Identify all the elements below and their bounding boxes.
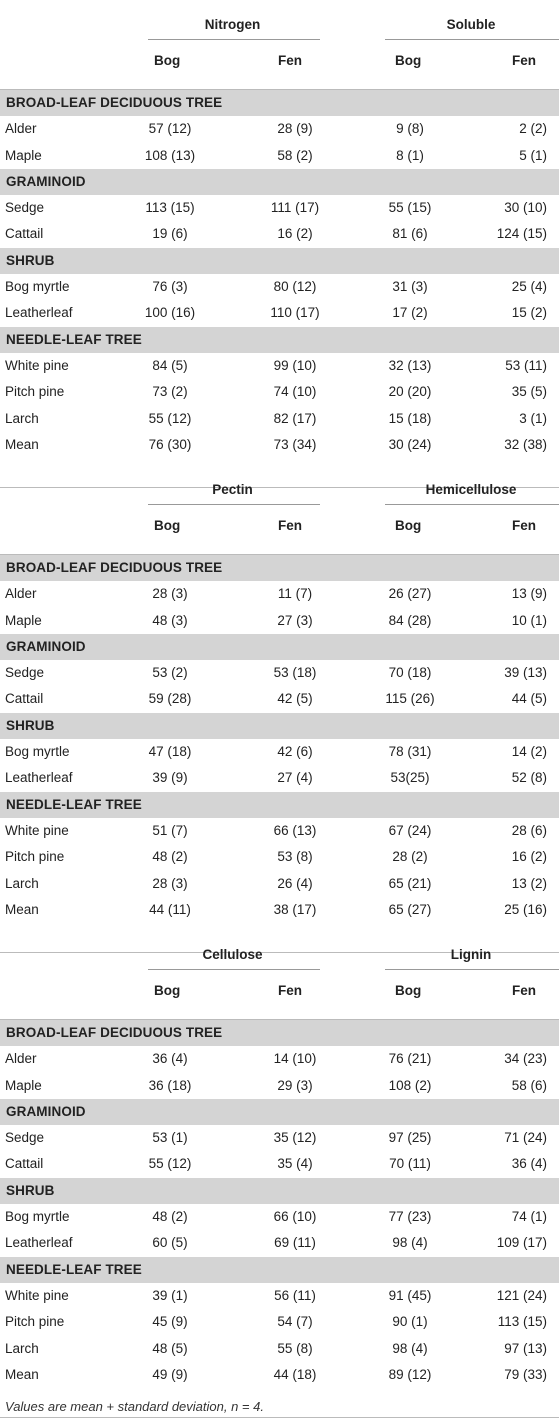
table-header bbox=[0, 0, 559, 88]
category-row: BROAD-LEAF DECIDUOUS TREE bbox=[0, 90, 559, 116]
value-cell: 60 (5) bbox=[152, 1235, 188, 1251]
value-cell: 48 (2) bbox=[152, 849, 188, 865]
block-divider bbox=[0, 1417, 559, 1418]
table-row bbox=[0, 871, 559, 897]
value-cell: 28 (9) bbox=[277, 121, 313, 137]
table-body bbox=[0, 90, 559, 458]
table-row bbox=[0, 432, 559, 458]
category-row: BROAD-LEAF DECIDUOUS TREE bbox=[0, 555, 559, 581]
category-row: GRAMINOID bbox=[0, 1099, 559, 1125]
table-block bbox=[0, 465, 559, 930]
value-cell: 17 (2) bbox=[392, 305, 428, 321]
table-row bbox=[0, 221, 559, 247]
value-cell: 39 (9) bbox=[152, 770, 188, 786]
species-name: Sedge bbox=[5, 200, 45, 216]
table-body bbox=[0, 1020, 559, 1388]
value-cell: 84 (5) bbox=[152, 357, 188, 373]
species-name: Pitch pine bbox=[5, 1314, 65, 1330]
value-cell: 99 (10) bbox=[273, 357, 317, 373]
value-cell: 34 (23) bbox=[504, 1051, 547, 1067]
value-cell: 38 (17) bbox=[273, 901, 317, 917]
value-cell: 27 (4) bbox=[277, 770, 313, 786]
value-cell: 82 (17) bbox=[273, 410, 317, 426]
value-cell: 44 (18) bbox=[273, 1366, 317, 1382]
table-row bbox=[0, 1073, 559, 1099]
category-row: NEEDLE-LEAF TREE bbox=[0, 1257, 559, 1283]
species-name: Bog myrtle bbox=[5, 1209, 70, 1225]
column-header: Fen bbox=[278, 53, 303, 68]
value-cell: 91 (45) bbox=[388, 1287, 432, 1303]
species-name: Larch bbox=[5, 410, 39, 426]
value-cell: 53 (18) bbox=[273, 665, 317, 681]
value-cell: 71 (24) bbox=[504, 1130, 547, 1146]
value-cell: 28 (3) bbox=[152, 875, 188, 891]
table-row bbox=[0, 1204, 559, 1230]
value-cell: 35 (12) bbox=[273, 1130, 317, 1146]
value-cell: 113 (15) bbox=[145, 200, 195, 216]
value-cell: 44 (11) bbox=[149, 901, 191, 917]
table-row bbox=[0, 1283, 559, 1309]
value-cell: 124 (15) bbox=[496, 226, 547, 242]
value-cell: 79 (33) bbox=[504, 1366, 547, 1382]
category-row: SHRUB bbox=[0, 713, 559, 739]
value-cell: 42 (5) bbox=[277, 691, 313, 707]
value-cell: 45 (9) bbox=[152, 1314, 188, 1330]
value-cell: 52 (8) bbox=[511, 770, 547, 786]
category-row: GRAMINOID bbox=[0, 169, 559, 195]
group-underline bbox=[385, 504, 559, 505]
species-name: Leatherleaf bbox=[5, 1235, 73, 1251]
value-cell: 47 (18) bbox=[148, 744, 192, 760]
table-row bbox=[0, 1336, 559, 1362]
column-header: Fen bbox=[512, 53, 537, 68]
value-cell: 35 (4) bbox=[277, 1156, 313, 1172]
table-block bbox=[0, 0, 559, 465]
value-cell: 48 (3) bbox=[152, 612, 188, 628]
group-header: Soluble bbox=[446, 17, 496, 32]
species-name: Cattail bbox=[5, 691, 44, 707]
table-row bbox=[0, 195, 559, 221]
species-name: Mean bbox=[5, 1366, 39, 1382]
value-cell: 26 (27) bbox=[388, 586, 432, 602]
category-row: NEEDLE-LEAF TREE bbox=[0, 792, 559, 818]
value-cell: 5 (1) bbox=[519, 147, 547, 163]
value-cell: 25 (16) bbox=[504, 901, 547, 917]
value-cell: 76 (30) bbox=[148, 436, 192, 452]
value-cell: 56 (11) bbox=[274, 1287, 316, 1303]
value-cell: 48 (5) bbox=[152, 1340, 188, 1356]
value-cell: 89 (12) bbox=[388, 1366, 432, 1382]
value-cell: 54 (7) bbox=[277, 1314, 313, 1330]
value-cell: 76 (21) bbox=[388, 1051, 432, 1067]
group-header: Hemicellulose bbox=[425, 482, 517, 497]
table-row bbox=[0, 739, 559, 765]
species-name: Alder bbox=[5, 586, 37, 602]
table-row bbox=[0, 143, 559, 169]
table-row bbox=[0, 897, 559, 923]
table-row bbox=[0, 844, 559, 870]
value-cell: 31 (3) bbox=[392, 279, 428, 295]
group-underline bbox=[385, 39, 559, 40]
group-underline bbox=[385, 969, 559, 970]
value-cell: 48 (2) bbox=[152, 1209, 188, 1225]
value-cell: 53(25) bbox=[390, 770, 430, 786]
value-cell: 73 (34) bbox=[273, 436, 317, 452]
table-header bbox=[0, 930, 559, 1018]
value-cell: 16 (2) bbox=[511, 849, 547, 865]
group-underline bbox=[148, 969, 320, 970]
value-cell: 65 (27) bbox=[388, 901, 432, 917]
species-name: White pine bbox=[5, 357, 69, 373]
table-row bbox=[0, 660, 559, 686]
species-name: Larch bbox=[5, 1340, 39, 1356]
species-name: Leatherleaf bbox=[5, 770, 73, 786]
value-cell: 69 (11) bbox=[274, 1235, 316, 1251]
value-cell: 15 (2) bbox=[511, 305, 547, 321]
value-cell: 73 (2) bbox=[152, 384, 188, 400]
column-header: Bog bbox=[154, 53, 181, 68]
value-cell: 100 (16) bbox=[144, 305, 196, 321]
value-cell: 32 (38) bbox=[504, 436, 547, 452]
value-cell: 49 (9) bbox=[152, 1366, 188, 1382]
value-cell: 70 (18) bbox=[388, 665, 432, 681]
group-header: Cellulose bbox=[202, 947, 263, 962]
table-row bbox=[0, 1309, 559, 1335]
group-header: Lignin bbox=[450, 947, 492, 962]
value-cell: 115 (26) bbox=[385, 691, 435, 707]
value-cell: 55 (8) bbox=[277, 1340, 313, 1356]
value-cell: 13 (2) bbox=[511, 875, 547, 891]
value-cell: 39 (13) bbox=[504, 665, 547, 681]
species-name: Alder bbox=[5, 121, 37, 137]
species-name: White pine bbox=[5, 822, 69, 838]
column-header: Bog bbox=[395, 53, 422, 68]
value-cell: 28 (3) bbox=[152, 586, 188, 602]
column-header: Bog bbox=[395, 518, 422, 533]
value-cell: 28 (6) bbox=[511, 822, 547, 838]
species-name: Sedge bbox=[5, 665, 45, 681]
value-cell: 32 (13) bbox=[388, 357, 432, 373]
value-cell: 19 (6) bbox=[152, 226, 188, 242]
species-name: Pitch pine bbox=[5, 384, 65, 400]
value-cell: 36 (4) bbox=[511, 1156, 547, 1172]
value-cell: 8 (1) bbox=[396, 147, 424, 163]
value-cell: 77 (23) bbox=[388, 1209, 432, 1225]
value-cell: 55 (12) bbox=[148, 1156, 192, 1172]
value-cell: 111 (17) bbox=[270, 200, 320, 216]
category-row: SHRUB bbox=[0, 1178, 559, 1204]
table-body bbox=[0, 555, 559, 923]
species-name: Cattail bbox=[5, 226, 44, 242]
value-cell: 29 (3) bbox=[277, 1077, 313, 1093]
species-name: Maple bbox=[5, 1077, 42, 1093]
value-cell: 16 (2) bbox=[277, 226, 313, 242]
table-row bbox=[0, 1230, 559, 1256]
value-cell: 59 (28) bbox=[148, 691, 192, 707]
value-cell: 58 (2) bbox=[277, 147, 313, 163]
value-cell: 53 (8) bbox=[277, 849, 313, 865]
value-cell: 70 (11) bbox=[389, 1156, 431, 1172]
value-cell: 15 (18) bbox=[388, 410, 432, 426]
value-cell: 80 (12) bbox=[273, 279, 317, 295]
value-cell: 98 (4) bbox=[392, 1340, 428, 1356]
value-cell: 76 (3) bbox=[152, 279, 188, 295]
value-cell: 10 (1) bbox=[511, 612, 547, 628]
species-name: Mean bbox=[5, 901, 39, 917]
value-cell: 113 (15) bbox=[497, 1314, 547, 1330]
table-row bbox=[0, 1046, 559, 1072]
value-cell: 2 (2) bbox=[519, 121, 547, 137]
column-header: Fen bbox=[512, 983, 537, 998]
value-cell: 25 (4) bbox=[511, 279, 547, 295]
value-cell: 28 (2) bbox=[392, 849, 428, 865]
value-cell: 26 (4) bbox=[277, 875, 313, 891]
table-row bbox=[0, 274, 559, 300]
value-cell: 66 (10) bbox=[273, 1209, 317, 1225]
table-row bbox=[0, 1125, 559, 1151]
value-cell: 30 (10) bbox=[504, 200, 547, 216]
value-cell: 78 (31) bbox=[388, 744, 432, 760]
value-cell: 81 (6) bbox=[392, 226, 428, 242]
category-row: GRAMINOID bbox=[0, 634, 559, 660]
species-name: Bog myrtle bbox=[5, 744, 70, 760]
value-cell: 84 (28) bbox=[388, 612, 432, 628]
value-cell: 53 (2) bbox=[152, 665, 188, 681]
column-header: Fen bbox=[278, 518, 303, 533]
category-row: NEEDLE-LEAF TREE bbox=[0, 327, 559, 353]
species-name: White pine bbox=[5, 1287, 69, 1303]
table-footnote: Values are mean + standard deviation, n = 4. bbox=[5, 1399, 264, 1414]
species-name: Mean bbox=[5, 436, 39, 452]
value-cell: 110 (17) bbox=[270, 305, 320, 321]
category-row: SHRUB bbox=[0, 248, 559, 274]
group-underline bbox=[148, 504, 320, 505]
table-row bbox=[0, 765, 559, 791]
value-cell: 9 (8) bbox=[396, 121, 424, 137]
value-cell: 39 (1) bbox=[152, 1287, 188, 1303]
table-row bbox=[0, 581, 559, 607]
value-cell: 97 (25) bbox=[388, 1130, 432, 1146]
value-cell: 44 (5) bbox=[511, 691, 547, 707]
value-cell: 108 (2) bbox=[388, 1077, 432, 1093]
value-cell: 97 (13) bbox=[504, 1340, 547, 1356]
value-cell: 55 (12) bbox=[148, 410, 192, 426]
value-cell: 20 (20) bbox=[388, 384, 432, 400]
table-row bbox=[0, 608, 559, 634]
value-cell: 14 (10) bbox=[273, 1051, 317, 1067]
value-cell: 35 (5) bbox=[511, 384, 547, 400]
value-cell: 36 (4) bbox=[152, 1051, 188, 1067]
species-name: Alder bbox=[5, 1051, 37, 1067]
value-cell: 53 (11) bbox=[505, 357, 547, 373]
table-row bbox=[0, 379, 559, 405]
value-cell: 98 (4) bbox=[392, 1235, 428, 1251]
value-cell: 27 (3) bbox=[277, 612, 313, 628]
column-header: Bog bbox=[395, 983, 422, 998]
value-cell: 74 (10) bbox=[273, 384, 317, 400]
column-header: Fen bbox=[278, 983, 303, 998]
value-cell: 42 (6) bbox=[277, 744, 313, 760]
value-cell: 30 (24) bbox=[388, 436, 432, 452]
value-cell: 67 (24) bbox=[388, 822, 432, 838]
value-cell: 66 (13) bbox=[273, 822, 317, 838]
species-name: Bog myrtle bbox=[5, 279, 70, 295]
value-cell: 90 (1) bbox=[392, 1314, 428, 1330]
table-row bbox=[0, 300, 559, 326]
table-block bbox=[0, 930, 559, 1395]
value-cell: 65 (21) bbox=[388, 875, 432, 891]
species-name: Pitch pine bbox=[5, 849, 65, 865]
value-cell: 14 (2) bbox=[511, 744, 547, 760]
table-row bbox=[0, 353, 559, 379]
group-header: Nitrogen bbox=[204, 17, 261, 32]
value-cell: 36 (18) bbox=[148, 1077, 192, 1093]
value-cell: 58 (6) bbox=[511, 1077, 547, 1093]
group-underline bbox=[148, 39, 320, 40]
value-cell: 109 (17) bbox=[496, 1235, 547, 1251]
table-row bbox=[0, 406, 559, 432]
value-cell: 3 (1) bbox=[519, 410, 547, 426]
column-header: Bog bbox=[154, 983, 181, 998]
group-header: Pectin bbox=[212, 482, 253, 497]
table-row bbox=[0, 686, 559, 712]
value-cell: 74 (1) bbox=[511, 1209, 547, 1225]
species-name: Maple bbox=[5, 612, 42, 628]
column-header: Bog bbox=[154, 518, 181, 533]
table-row bbox=[0, 116, 559, 142]
species-name: Sedge bbox=[5, 1130, 45, 1146]
table-row bbox=[0, 818, 559, 844]
value-cell: 51 (7) bbox=[152, 822, 188, 838]
value-cell: 108 (13) bbox=[144, 147, 196, 163]
species-name: Larch bbox=[5, 875, 39, 891]
value-cell: 11 (7) bbox=[277, 586, 313, 602]
species-name: Maple bbox=[5, 147, 42, 163]
table-row bbox=[0, 1362, 559, 1388]
value-cell: 57 (12) bbox=[148, 121, 192, 137]
category-row: BROAD-LEAF DECIDUOUS TREE bbox=[0, 1020, 559, 1046]
table-header bbox=[0, 465, 559, 553]
value-cell: 53 (1) bbox=[152, 1130, 188, 1146]
value-cell: 13 (9) bbox=[511, 586, 547, 602]
species-name: Cattail bbox=[5, 1156, 44, 1172]
table-row bbox=[0, 1151, 559, 1177]
species-name: Leatherleaf bbox=[5, 305, 73, 321]
column-header: Fen bbox=[512, 518, 537, 533]
value-cell: 121 (24) bbox=[496, 1287, 547, 1303]
value-cell: 55 (15) bbox=[388, 200, 432, 216]
